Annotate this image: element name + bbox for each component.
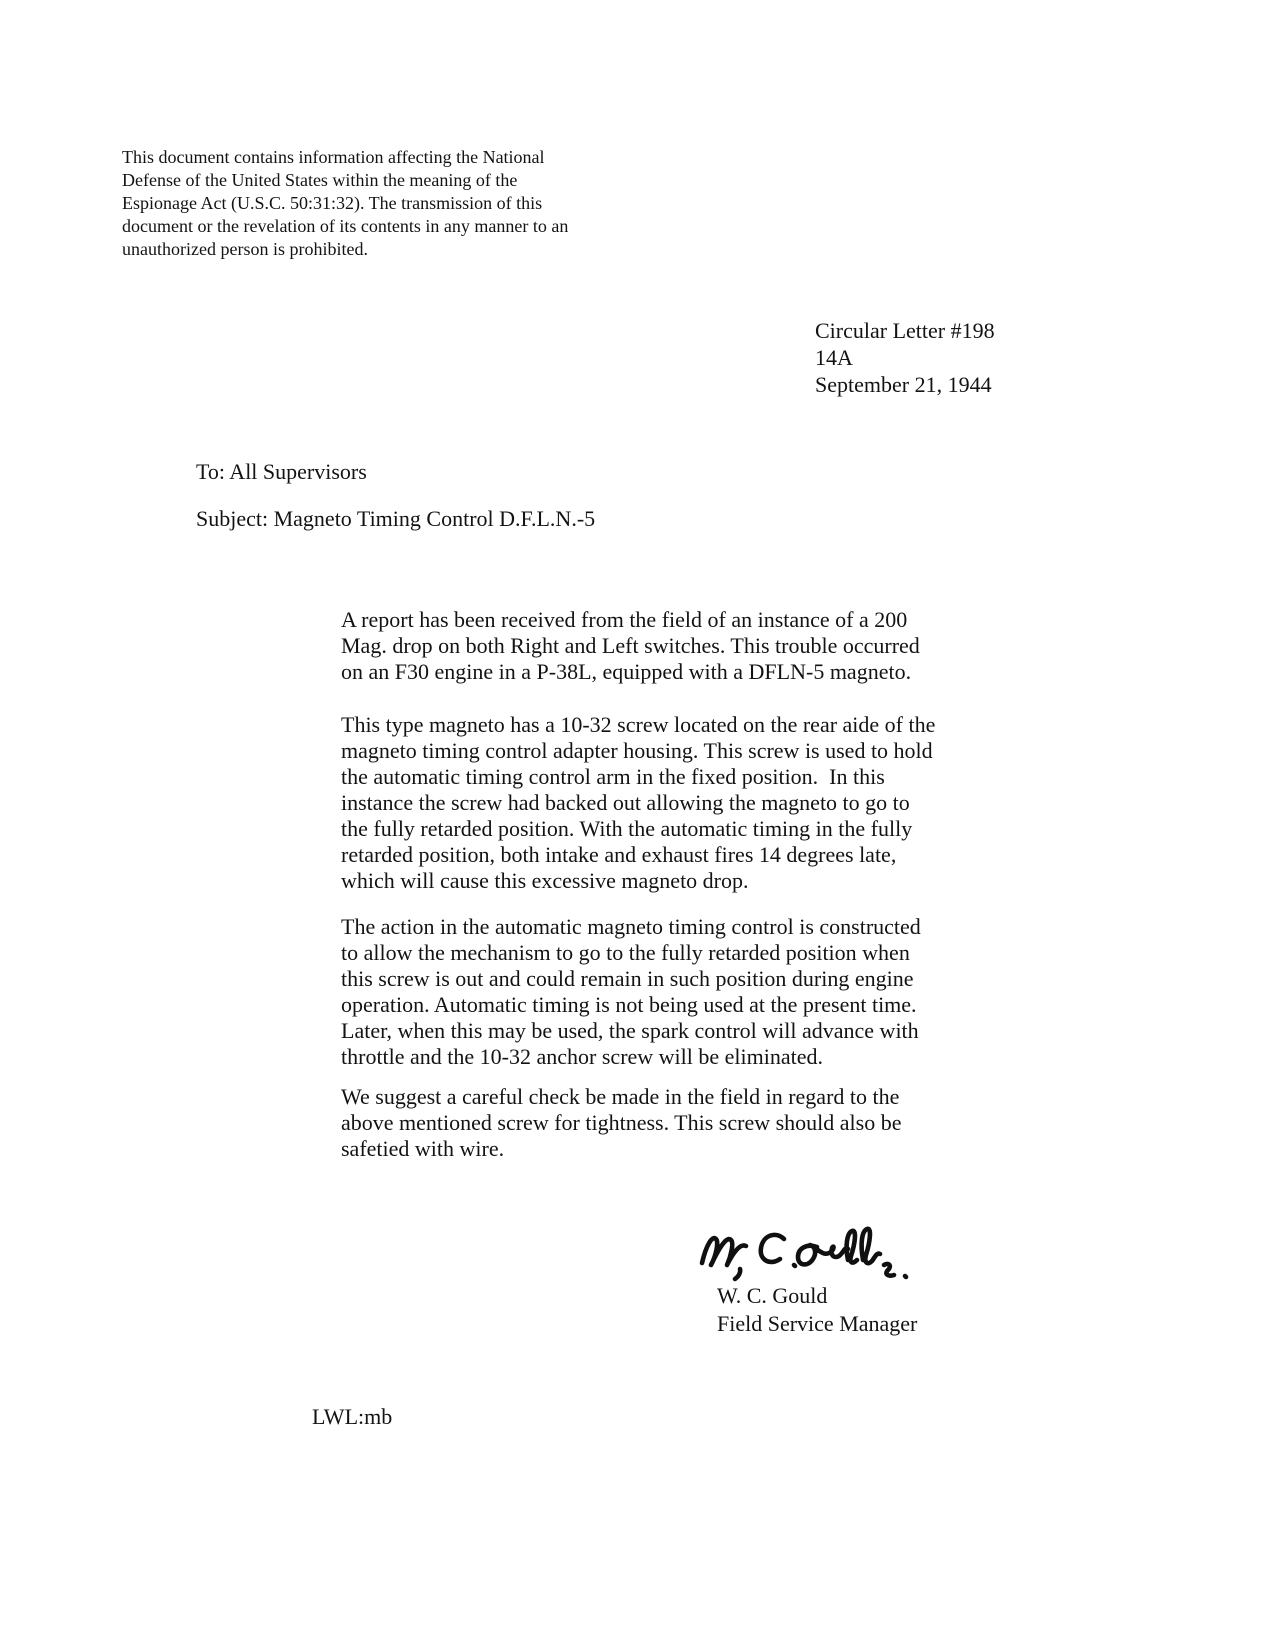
signer-name: W. C. Gould: [717, 1283, 828, 1308]
body-line: this screw is out and could remain in such position during engine: [341, 966, 914, 991]
body-line: This type magneto has a 10-32 screw located on the rear aide of the: [341, 712, 936, 737]
letterhead-block: [815, 317, 995, 398]
body-line: the automatic timing control arm in the fixed position. In this: [341, 764, 885, 789]
body-line: Mag. drop on both Right and Left switches. This trouble occurred: [341, 633, 920, 658]
body-line: which will cause this excessive magneto drop.: [341, 868, 749, 893]
body-line: throttle and the 10-32 anchor screw will be eliminated.: [341, 1044, 824, 1069]
letter-date: September 21, 1944: [815, 372, 992, 397]
body-line: magneto timing control adapter housing. This screw is used to hold: [341, 738, 933, 763]
signature-handwriting-icon: [695, 1210, 950, 1290]
to-line: To: All Supervisors: [196, 459, 367, 484]
signature-block: [717, 1282, 917, 1338]
body-line: to allow the mechanism to go to the fully retarded position when: [341, 940, 910, 965]
body-line: The action in the automatic magneto timing control is constructed: [341, 914, 921, 939]
body-paragraph-1: [341, 607, 920, 685]
body-line: instance the screw had backed out allowing the magneto to go to: [341, 790, 910, 815]
body-line: Later, when this may be used, the spark control will advance with: [341, 1018, 919, 1043]
body-line: the fully retarded position. With the automatic timing in the fully: [341, 816, 913, 841]
letter-number: Circular Letter #198: [815, 318, 995, 343]
classification-line: document or the revelation of its contents in any manner to an: [122, 216, 569, 236]
letter-code: 14A: [815, 345, 853, 370]
body-line: on an F30 engine in a P-38L, equipped with a DFLN-5 magneto.: [341, 659, 912, 684]
signer-title: Field Service Manager: [717, 1311, 918, 1336]
classification-line: Espionage Act (U.S.C. 50:31:32). The transmission of this: [122, 193, 543, 213]
body-paragraph-2: [341, 712, 935, 894]
reference-initials: LWL:mb: [312, 1404, 393, 1429]
body-paragraph-4: [341, 1084, 901, 1162]
body-line: retarded position, both intake and exhaust fires 14 degrees late,: [341, 842, 897, 867]
body-line: A report has been received from the field of an instance of a 200: [341, 607, 908, 632]
classification-line: This document contains information affecting the National: [122, 147, 545, 167]
body-line: operation. Automatic timing is not being used at the present time.: [341, 992, 917, 1017]
body-paragraph-3: [341, 914, 921, 1070]
body-line: We suggest a careful check be made in the field in regard to the: [341, 1084, 900, 1109]
classification-line: unauthorized person is prohibited.: [122, 239, 368, 259]
classification-line: Defense of the United States within the meaning of the: [122, 170, 518, 190]
body-line: safetied with wire.: [341, 1136, 505, 1161]
body-line: above mentioned screw for tightness. This screw should also be: [341, 1110, 902, 1135]
subject-line: Subject: Magneto Timing Control D.F.L.N.-5: [196, 506, 596, 531]
classification-notice: [122, 146, 568, 261]
